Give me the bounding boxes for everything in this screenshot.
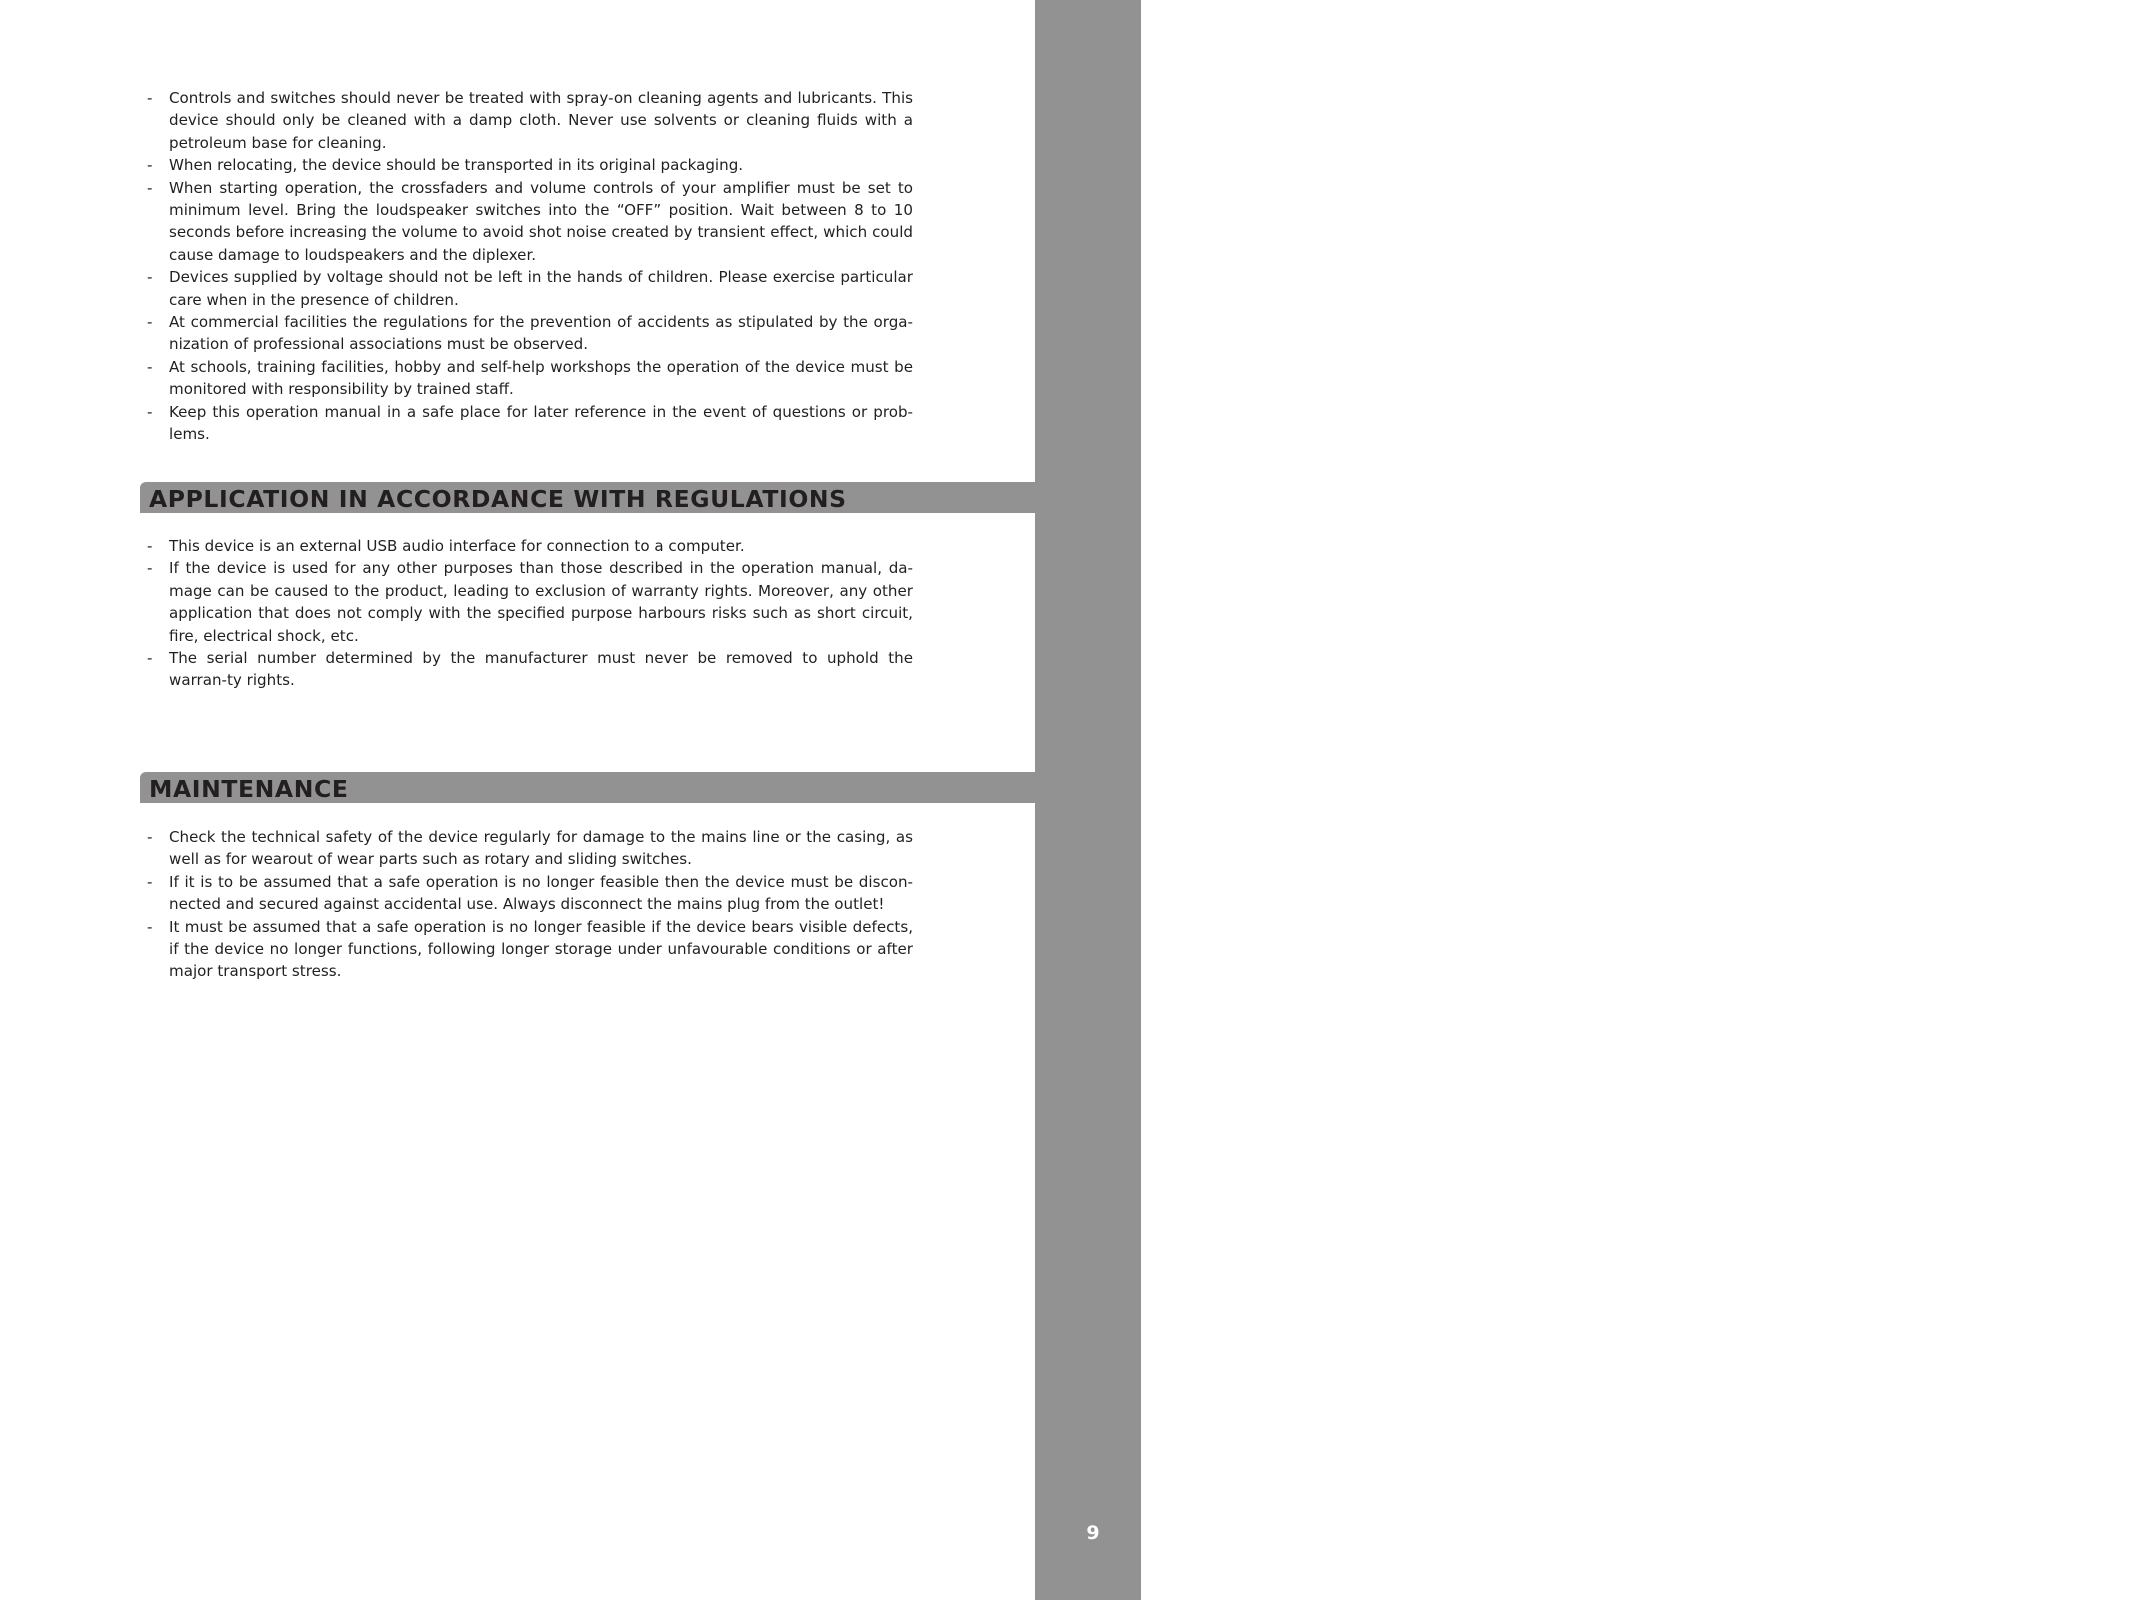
list-item: - If it is to be assumed that a safe operation is no longer feasible then the device must be discon-nected and secured against accidental use. Always disconnect the mains plug from the outlet!: [147, 871, 913, 916]
list-item: - When relocating, the device should be transported in its original packaging.: [147, 154, 913, 176]
list-item: - At commercial facilities the regulations for the prevention of accidents as stipulated by the orga-nization of professional associations must be observed.: [147, 311, 913, 356]
page-number: 9: [1086, 1522, 1100, 1544]
application-section-header: [140, 482, 1035, 513]
application-list: [147, 535, 913, 692]
application-heading: APPLICATION IN ACCORDANCE WITH REGULATIONS: [149, 485, 847, 513]
list-item: - This device is an external USB audio interface for connection to a computer.: [147, 535, 913, 557]
list-item: - When starting operation, the crossfaders and volume controls of your amplifier must be set to minimum level. Bring the loudspeaker switches into the “OFF” position. Wait between 8 to 10 seconds before increasing the volume to avoid shot noise created by transient effect, which could cause damage to loudspeakers and the diplexer.: [147, 177, 913, 267]
language-sidebar: [1035, 0, 2148, 1600]
list-item: - The serial number determined by the manufacturer must never be removed to uphold the warran-ty rights.: [147, 647, 913, 692]
maintenance-list: [147, 826, 913, 983]
list-item: - If the device is used for any other purposes than those described in the operation manual, da-mage can be caused to the product, leading to exclusion of warranty rights. Moreover, any other application that does not comply with the specified purpose harbours risks such as short circuit, fire, electrical shock, etc.: [147, 557, 913, 647]
maintenance-section-header: [140, 772, 1035, 803]
list-item: - At schools, training facilities, hobby and self-help workshops the operation of the device must be monitored with responsibility by trained staff.: [147, 356, 913, 401]
language-tab-label: ENGLISH: [2078, 631, 2148, 969]
maintenance-heading: MAINTENANCE: [149, 775, 349, 803]
list-item: - Keep this operation manual in a safe place for later reference in the event of questions or prob-lems.: [147, 401, 913, 446]
safety-notes-list: [147, 87, 913, 446]
list-item: - Controls and switches should never be treated with spray-on cleaning agents and lubricants. This device should only be cleaned with a damp cloth. Never use solvents or cleaning fluids with a petroleum base for cleaning.: [147, 87, 913, 154]
list-item: - It must be assumed that a safe operation is no longer feasible if the device bears visible defects, if the device no longer functions, following longer storage under unfavourable conditions or after major transport stress.: [147, 916, 913, 983]
list-item: - Devices supplied by voltage should not be left in the hands of children. Please exercise particular care when in the presence of children.: [147, 266, 913, 311]
list-item: - Check the technical safety of the device regularly for damage to the mains line or the casing, as well as for wearout of wear parts such as rotary and sliding switches.: [147, 826, 913, 871]
